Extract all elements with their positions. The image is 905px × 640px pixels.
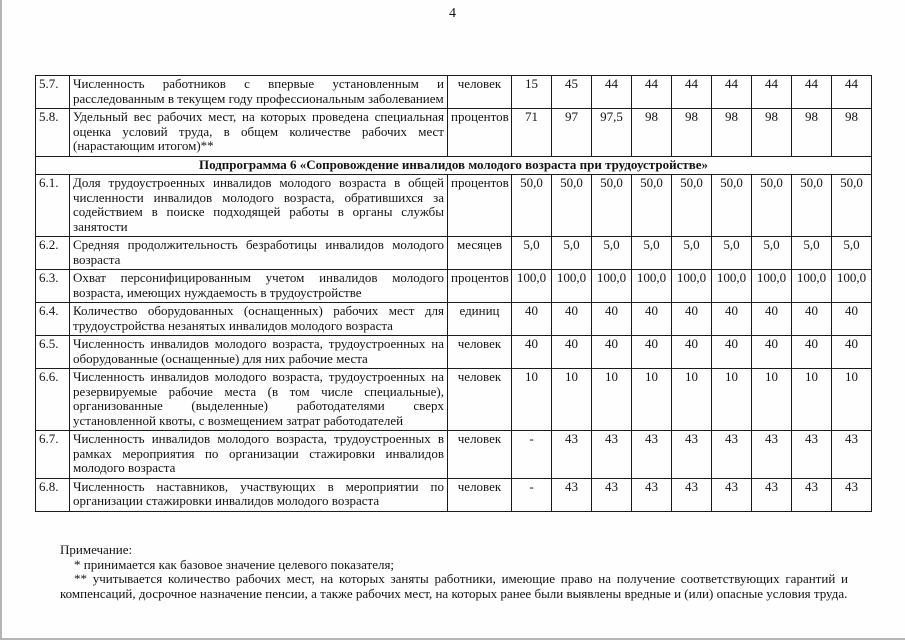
- value-cell: 45: [552, 76, 592, 109]
- value-cell: 100,0: [632, 270, 672, 303]
- unit-cell: единиц: [448, 303, 512, 336]
- unit-cell: процентов: [448, 109, 512, 157]
- value-cell: 50,0: [672, 175, 712, 237]
- value-cell: 40: [592, 336, 632, 369]
- value-cell: 10: [592, 369, 632, 431]
- value-cell: 10: [632, 369, 672, 431]
- value-cell: 43: [792, 478, 832, 511]
- value-cell: 44: [672, 76, 712, 109]
- unit-cell: человек: [448, 76, 512, 109]
- value-cell: 40: [632, 336, 672, 369]
- indicator-name-cell: Численность инвалидов молодого возраста, трудоустроенных на резервируемые рабочие места (в том числе специальные), организованные (выделенные) работодателями сверх установленной квоты, с возмещением затрат работодателей: [70, 369, 448, 431]
- indicator-row: [36, 175, 872, 237]
- indicator-name-cell: Численность инвалидов молодого возраста, трудоустроенных в рамках мероприятия по организации стажировки инвалидов молодого возраста: [70, 431, 448, 479]
- value-cell: 44: [592, 76, 632, 109]
- value-cell: 40: [512, 303, 552, 336]
- row-number-cell: 6.1.: [36, 175, 70, 237]
- indicator-row: [36, 303, 872, 336]
- row-number-cell: 6.8.: [36, 478, 70, 511]
- value-cell: 40: [792, 336, 832, 369]
- value-cell: 5,0: [512, 237, 552, 270]
- indicators-table-body: [36, 76, 872, 512]
- value-cell: 97: [552, 109, 592, 157]
- value-cell: 44: [632, 76, 672, 109]
- value-cell: 10: [512, 369, 552, 431]
- value-cell: 40: [752, 336, 792, 369]
- value-cell: 40: [832, 303, 872, 336]
- indicator-row: [36, 109, 872, 157]
- indicator-row: [36, 76, 872, 109]
- notes-list: [60, 558, 848, 602]
- value-cell: 40: [552, 303, 592, 336]
- value-cell: 43: [712, 431, 752, 479]
- value-cell: 50,0: [512, 175, 552, 237]
- value-cell: 44: [712, 76, 752, 109]
- value-cell: 43: [672, 478, 712, 511]
- indicator-name-cell: Охват персонифицированным учетом инвалидов молодого возраста, имеющих нуждаемость в трудоустройстве: [70, 270, 448, 303]
- unit-cell: человек: [448, 369, 512, 431]
- value-cell: 10: [832, 369, 872, 431]
- value-cell: -: [512, 431, 552, 479]
- value-cell: 98: [712, 109, 752, 157]
- indicator-name-cell: Численность наставников, участвующих в мероприятии по организации стажировки инвалидов молодого возраста: [70, 478, 448, 511]
- page-number: 4: [449, 6, 456, 21]
- value-cell: 43: [752, 478, 792, 511]
- value-cell: 10: [712, 369, 752, 431]
- value-cell: 43: [552, 431, 592, 479]
- value-cell: 44: [752, 76, 792, 109]
- row-number-cell: 6.6.: [36, 369, 70, 431]
- value-cell: 50,0: [712, 175, 752, 237]
- value-cell: 50,0: [832, 175, 872, 237]
- value-cell: 100,0: [512, 270, 552, 303]
- row-number-cell: 6.4.: [36, 303, 70, 336]
- value-cell: 98: [632, 109, 672, 157]
- value-cell: 43: [592, 478, 632, 511]
- unit-cell: человек: [448, 431, 512, 479]
- value-cell: 5,0: [712, 237, 752, 270]
- value-cell: 100,0: [752, 270, 792, 303]
- value-cell: 50,0: [632, 175, 672, 237]
- value-cell: 40: [552, 336, 592, 369]
- value-cell: 98: [792, 109, 832, 157]
- value-cell: 98: [832, 109, 872, 157]
- value-cell: -: [512, 478, 552, 511]
- indicator-name-cell: Средняя продолжительность безработицы инвалидов молодого возраста: [70, 237, 448, 270]
- value-cell: 5,0: [832, 237, 872, 270]
- notes: [60, 543, 848, 601]
- value-cell: 40: [632, 303, 672, 336]
- row-number-cell: 5.7.: [36, 76, 70, 109]
- value-cell: 43: [792, 431, 832, 479]
- value-cell: 97,5: [592, 109, 632, 157]
- value-cell: 10: [552, 369, 592, 431]
- indicator-name-cell: Количество оборудованных (оснащенных) рабочих мест для трудоустройства незанятых инвалидов молодого возраста: [70, 303, 448, 336]
- indicators-table: [35, 75, 872, 512]
- value-cell: 40: [712, 336, 752, 369]
- unit-cell: человек: [448, 478, 512, 511]
- value-cell: 40: [792, 303, 832, 336]
- unit-cell: процентов: [448, 270, 512, 303]
- value-cell: 50,0: [752, 175, 792, 237]
- value-cell: 43: [632, 431, 672, 479]
- value-cell: 40: [832, 336, 872, 369]
- value-cell: 43: [712, 478, 752, 511]
- value-cell: 43: [832, 431, 872, 479]
- value-cell: 100,0: [792, 270, 832, 303]
- indicator-row: [36, 237, 872, 270]
- value-cell: 98: [752, 109, 792, 157]
- value-cell: 100,0: [592, 270, 632, 303]
- value-cell: 100,0: [832, 270, 872, 303]
- value-cell: 15: [512, 76, 552, 109]
- value-cell: 43: [832, 478, 872, 511]
- value-cell: 10: [792, 369, 832, 431]
- value-cell: 100,0: [672, 270, 712, 303]
- indicator-row: [36, 270, 872, 303]
- value-cell: 100,0: [552, 270, 592, 303]
- value-cell: 50,0: [792, 175, 832, 237]
- value-cell: 5,0: [592, 237, 632, 270]
- value-cell: 50,0: [592, 175, 632, 237]
- value-cell: 5,0: [792, 237, 832, 270]
- value-cell: 43: [552, 478, 592, 511]
- value-cell: 5,0: [552, 237, 592, 270]
- value-cell: 40: [752, 303, 792, 336]
- value-cell: 43: [632, 478, 672, 511]
- row-number-cell: 5.8.: [36, 109, 70, 157]
- unit-cell: человек: [448, 336, 512, 369]
- row-number-cell: 6.2.: [36, 237, 70, 270]
- unit-cell: месяцев: [448, 237, 512, 270]
- indicator-row: [36, 369, 872, 431]
- unit-cell: процентов: [448, 175, 512, 237]
- value-cell: 44: [832, 76, 872, 109]
- value-cell: 43: [752, 431, 792, 479]
- value-cell: 5,0: [632, 237, 672, 270]
- row-number-cell: 6.3.: [36, 270, 70, 303]
- indicator-row: [36, 336, 872, 369]
- indicator-row: [36, 478, 872, 511]
- value-cell: 40: [512, 336, 552, 369]
- indicator-name-cell: Численность работников с впервые установленным и расследованным в текущем году профессиональным заболеванием: [70, 76, 448, 109]
- value-cell: 10: [752, 369, 792, 431]
- value-cell: 50,0: [552, 175, 592, 237]
- indicator-name-cell: Доля трудоустроенных инвалидов молодого возраста в общей численности инвалидов молодого возраста, обратившихся за содействием в поиске подходящей работы в органы службы занятости: [70, 175, 448, 237]
- value-cell: 40: [592, 303, 632, 336]
- value-cell: 44: [792, 76, 832, 109]
- value-cell: 98: [672, 109, 712, 157]
- value-cell: 10: [672, 369, 712, 431]
- value-cell: 5,0: [672, 237, 712, 270]
- value-cell: 40: [672, 303, 712, 336]
- indicator-name-cell: Численность инвалидов молодого возраста, трудоустроенных на оборудованные (оснащенные) для них рабочие места: [70, 336, 448, 369]
- value-cell: 71: [512, 109, 552, 157]
- value-cell: 40: [672, 336, 712, 369]
- notes-title: Примечание:: [60, 542, 133, 557]
- subprogram-section-row: [36, 156, 872, 175]
- value-cell: 43: [672, 431, 712, 479]
- value-cell: 100,0: [712, 270, 752, 303]
- indicator-row: [36, 431, 872, 479]
- row-number-cell: 6.7.: [36, 431, 70, 479]
- value-cell: 5,0: [752, 237, 792, 270]
- subprogram-section-title: Подпрограмма 6 «Сопровождение инвалидов молодого возраста при трудоустройстве»: [36, 156, 872, 175]
- row-number-cell: 6.5.: [36, 336, 70, 369]
- value-cell: 43: [592, 431, 632, 479]
- indicator-name-cell: Удельный вес рабочих мест, на которых проведена специальная оценка условий труда, в общем количестве рабочих мест (нарастающим итогом)**: [70, 109, 448, 157]
- value-cell: 40: [712, 303, 752, 336]
- note-item: * принимается как базовое значение целевого показателя;: [74, 556, 395, 572]
- note-item: ** учитывается количество рабочих мест, на которых заняты работники, имеющие право на получение соответствующих гарантий и компенсаций, досрочное назначение пенсии, а также рабочих мест, на которых ранее были выявлены вредные и (или) опасные условия труда.: [60, 571, 848, 601]
